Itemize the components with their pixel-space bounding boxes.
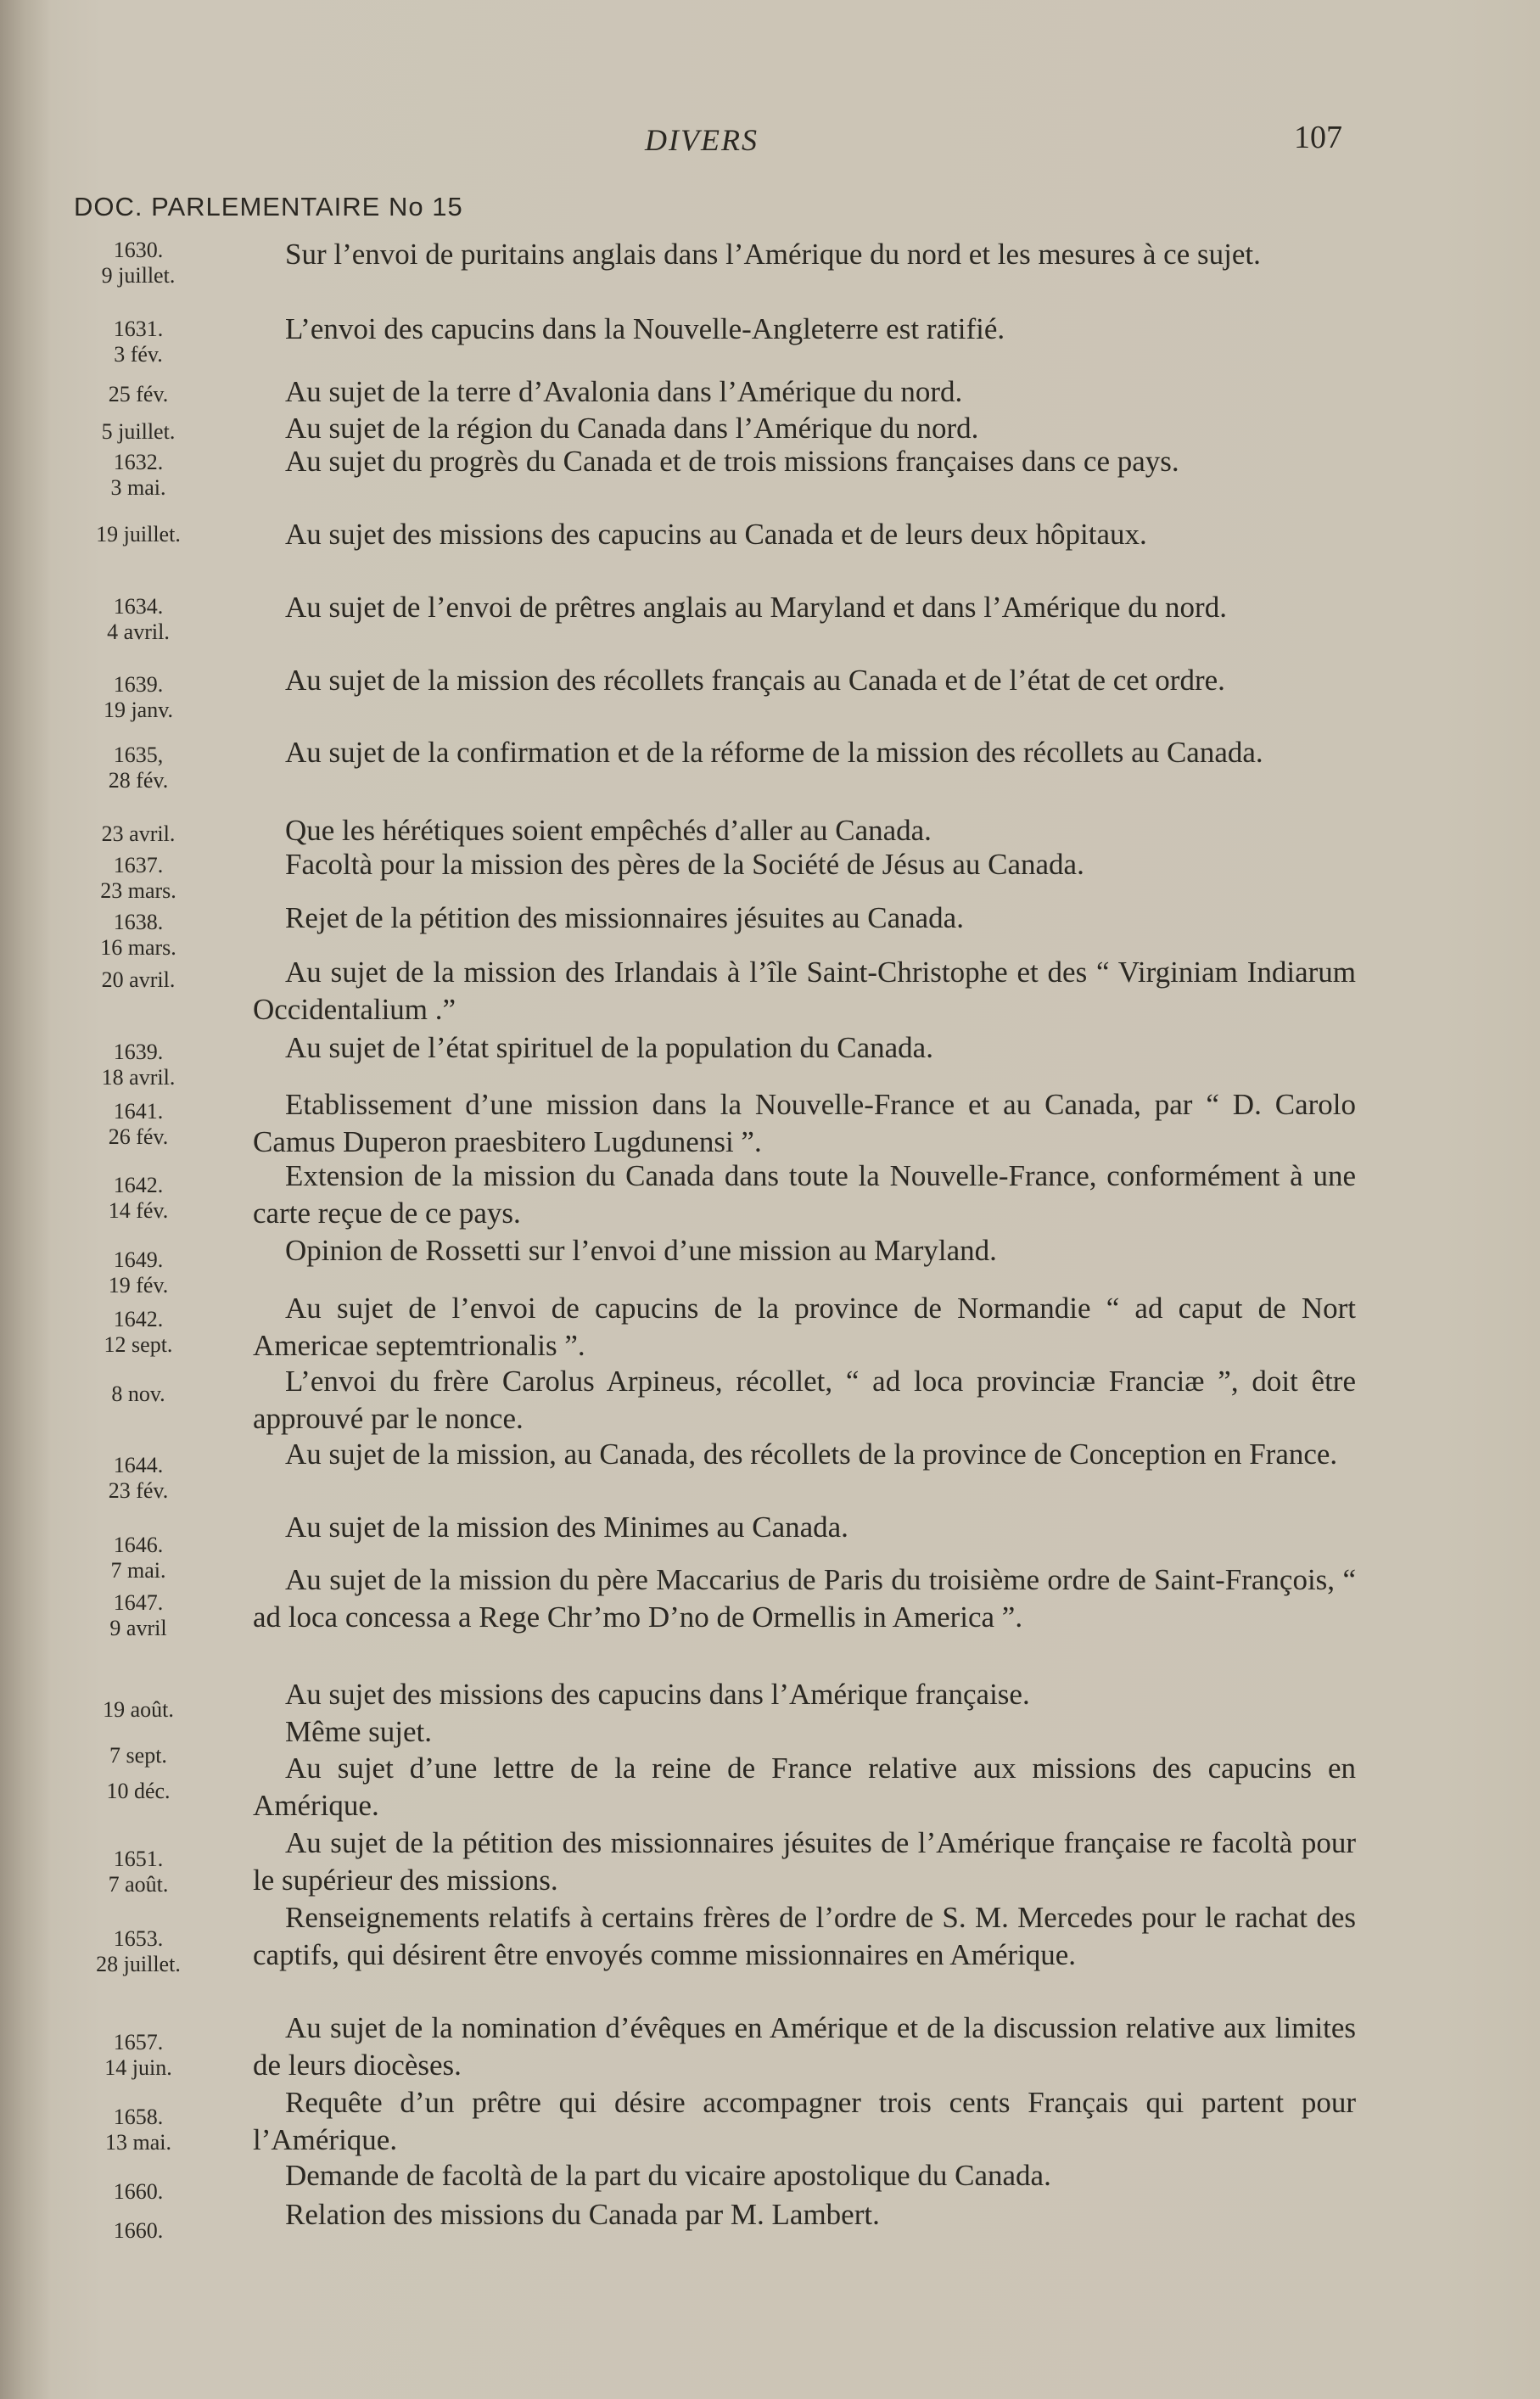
entry-text: Au sujet du progrès du Canada et de trois missions françaises dans ce pays. — [285, 445, 1179, 478]
entry-text: Extension de la mission du Canada dans toute la Nouvelle-France, conformément à une carte reçue de ce pays. — [253, 1159, 1356, 1230]
entry-date: 7 sept. — [109, 1743, 167, 1768]
entry-date: 1632. 3 mai. — [110, 450, 166, 500]
entry-date: 1634. 4 avril. — [107, 594, 170, 644]
entry-date: 1639. 19 janv. — [103, 672, 174, 722]
entry-date: 1657. 14 juin. — [104, 2030, 172, 2080]
entry-text: Sur l’envoi de puritains anglais dans l’Amérique du nord et les mesures à ce sujet. — [285, 238, 1261, 271]
running-title: DIVERS — [645, 123, 759, 157]
entry-text: Opinion de Rossetti sur l’envoi d’une mission au Maryland. — [285, 1234, 997, 1267]
entry-date: 10 déc. — [106, 1779, 171, 1803]
entry-date: 1649. 19 fév. — [108, 1247, 169, 1298]
entry-text: Au sujet de la terre d’Avalonia dans l’Amérique du nord. — [285, 375, 963, 408]
entry-text: Au sujet de la pétition des missionnaires jésuites de l’Amérique française re facoltà pour le supérieur des missions. — [253, 1826, 1356, 1897]
entry-text: Au sujet de la nomination d’évêques en Amérique et de la discussion relative aux limites de leurs diocèses. — [253, 2011, 1356, 2082]
entry-date: 1630. 9 juillet. — [101, 238, 176, 288]
entry-text: Relation des missions du Canada par M. Lambert. — [285, 2198, 880, 2231]
entry-date: 1642. 14 fév. — [108, 1173, 169, 1223]
entry-text: Au sujet de la mission, au Canada, des récollets de la province de Conception en France. — [285, 1438, 1338, 1471]
entry-date: 19 août. — [103, 1697, 174, 1722]
entry-text: Que les hérétiques soient empêchés d’aller au Canada. — [285, 814, 932, 847]
entry-text: Au sujet d’une lettre de la reine de France relative aux missions des capucins en Amérique. — [253, 1752, 1356, 1822]
entry-date: 1635, 28 fév. — [108, 743, 169, 793]
entry-text: Au sujet de la mission des Minimes au Canada. — [285, 1511, 848, 1544]
entry-text: Etablissement d’une mission dans la Nouvelle-France et au Canada, par “ D. Carolo Camus Duperon praesbitero Lugdunensi ”. — [253, 1088, 1356, 1158]
entry-text: Rejet de la pétition des missionnaires jésuites au Canada. — [285, 901, 964, 934]
entry-text: Au sujet des missions des capucins au Canada et de leurs deux hôpitaux. — [285, 518, 1147, 551]
entry-text: Au sujet de l’envoi de prêtres anglais au Maryland et dans l’Amérique du nord. — [285, 591, 1227, 624]
entry-text: Au sujet de la mission des récollets français au Canada et de l’état de cet ordre. — [285, 664, 1225, 697]
entry-text: Renseignements relatifs à certains frères de l’ordre de S. M. Mercedes pour le rachat des captifs, qui désirent être envoyés comme missionnaires en Amérique. — [253, 1901, 1356, 1971]
entry-text: Au sujet des missions des capucins dans l’Amérique française. — [285, 1678, 1030, 1711]
entry-date: 1644. 23 fév. — [108, 1453, 169, 1503]
entry-date: 1641. 26 fév. — [108, 1099, 169, 1149]
entry-text: Au sujet de l’envoi de capucins de la province de Normandie “ ad caput de Nort Americae septemtrionalis ”. — [253, 1292, 1356, 1362]
entry-date: 19 juillet. — [96, 522, 181, 547]
entry-date: 1646. 7 mai. — [110, 1533, 166, 1583]
entry-text: Au sujet de la confirmation et de la réforme de la mission des récollets au Canada. — [285, 736, 1263, 769]
entry-text: Au sujet de la région du Canada dans l’Amérique du nord. — [285, 412, 979, 445]
entry-text: Au sujet de l’état spirituel de la population du Canada. — [285, 1031, 933, 1064]
entry-date: 5 juillet. — [101, 419, 176, 444]
entry-date: 1651. 7 août. — [108, 1847, 169, 1897]
entry-date: 1638. 16 mars. — [100, 910, 176, 960]
entry-date: 1642. 12 sept. — [104, 1307, 173, 1357]
entry-date: 23 avril. — [101, 821, 176, 846]
entry-text: Même sujet. — [285, 1715, 433, 1748]
entry-text: Demande de facoltà de la part du vicaire apostolique du Canada. — [285, 2159, 1051, 2192]
entry-date: 1660. — [113, 2179, 164, 2204]
entry-date: 20 avril. — [101, 967, 176, 992]
entry-date: 1660. — [113, 2218, 164, 2243]
entry-date: 1637. 23 mars. — [100, 853, 176, 903]
entry-text: L’envoi du frère Carolus Arpineus, récollet, “ ad loca provinciæ Franciæ ”, doit être approuvé par le nonce. — [253, 1365, 1356, 1435]
entry-date: 1653. 28 juillet. — [96, 1926, 181, 1976]
entry-date: 1639. 18 avril. — [101, 1040, 176, 1090]
doc-reference: DOC. PARLEMENTAIRE No 15 — [74, 192, 463, 221]
entry-text: Facoltà pour la mission des pères de la Société de Jésus au Canada. — [285, 848, 1084, 881]
page-number: 107 — [1294, 120, 1342, 155]
entry-text: L’envoi des capucins dans la Nouvelle-Angleterre est ratifié. — [285, 312, 1005, 345]
entry-text: Au sujet de la mission des Irlandais à l’île Saint-Christophe et des “ Virginiam Indiarum Occidentalium .” — [253, 956, 1356, 1026]
entry-date: 1658. 13 mai. — [105, 2105, 171, 2155]
entry-text: Au sujet de la mission du père Maccarius de Paris du troisième ordre de Saint-François, “ ad loca concessa a Rege Chr’mo D’no de Ormellis in America ”. — [253, 1563, 1356, 1634]
entry-date: 8 nov. — [111, 1382, 165, 1406]
entry-text: Requête d’un prêtre qui désire accompagner trois cents Français qui partent pour l’Amérique. — [253, 2086, 1356, 2156]
entry-date: 1631. 3 fév. — [113, 317, 164, 367]
entry-date: 25 fév. — [108, 382, 169, 406]
entry-date: 1647. 9 avril — [109, 1590, 167, 1640]
